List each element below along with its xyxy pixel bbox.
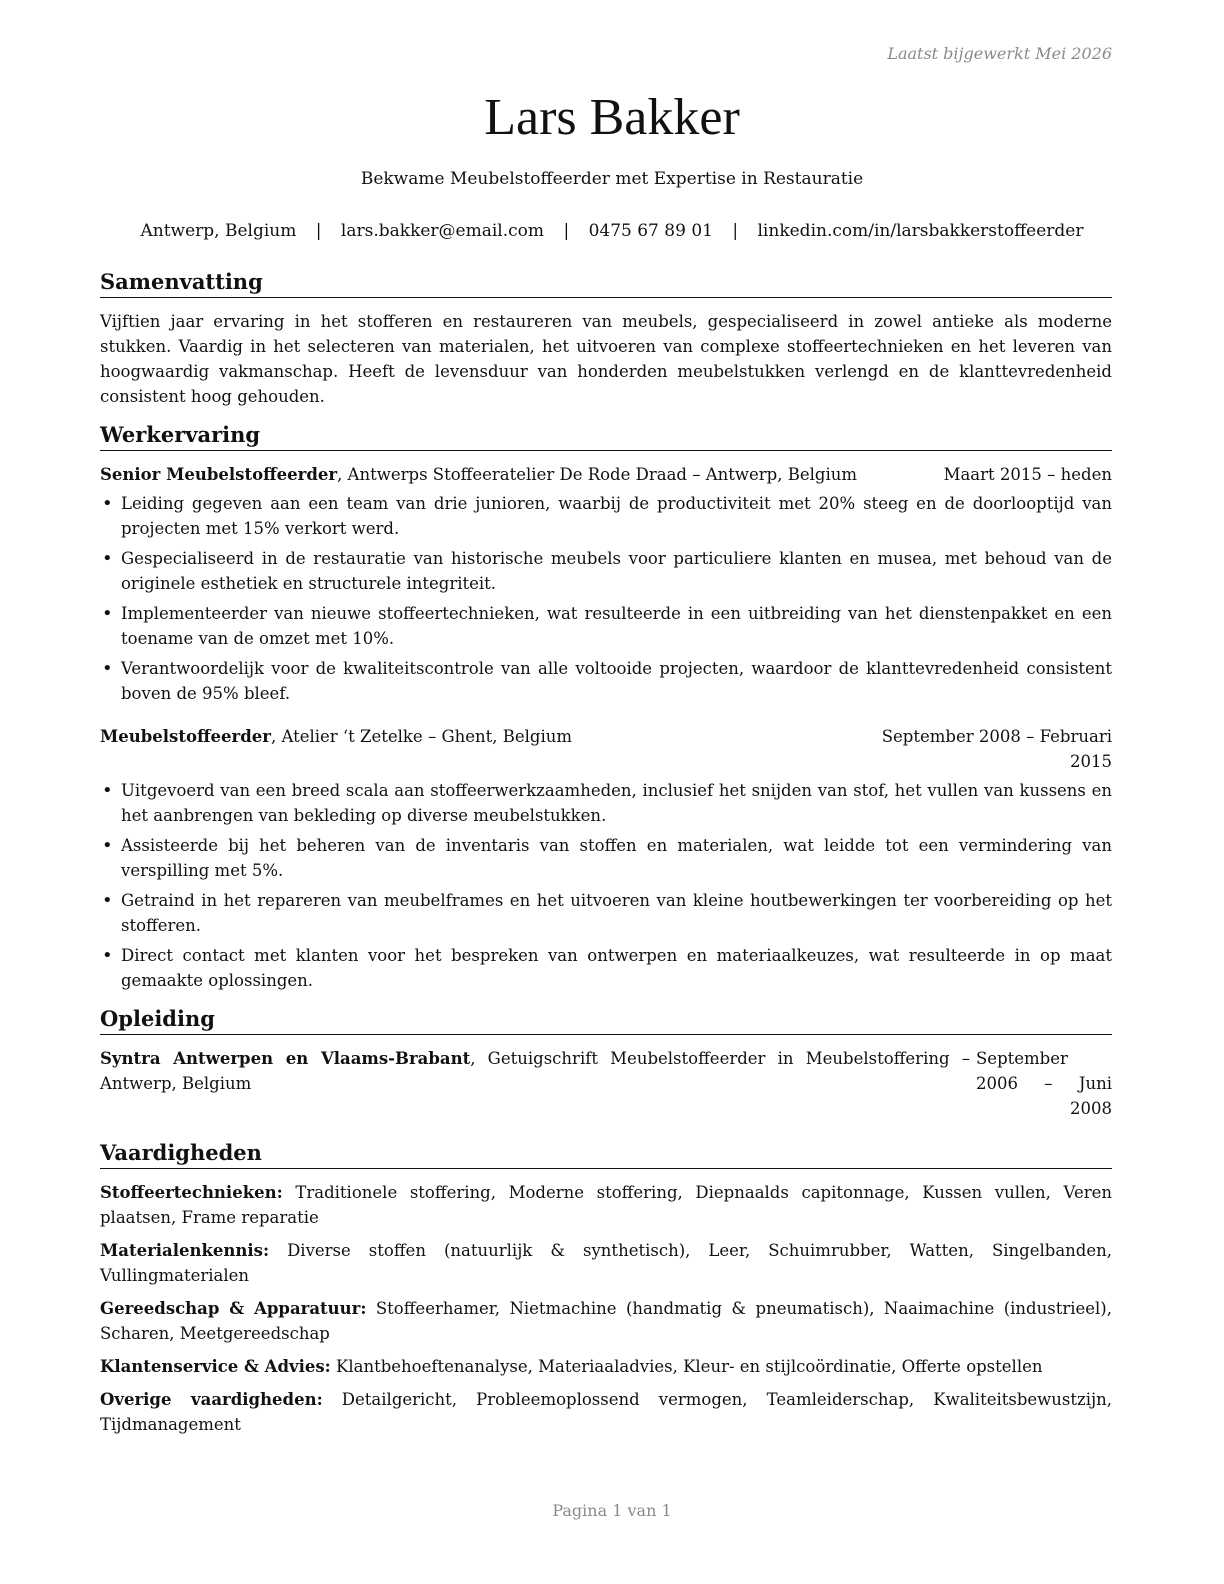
job-company: , Antwerps Stoffeeratelier De Rode Draad – Antwerp, Belgium — [337, 465, 858, 484]
education-school: Syntra Antwerpen en Vlaams-Brabant — [100, 1049, 471, 1068]
skill-label: Gereedschap & Apparatuur: — [100, 1299, 367, 1318]
section-title: Opleiding — [100, 1005, 1112, 1035]
job-bullets — [100, 491, 1112, 706]
summary-section — [100, 268, 1112, 409]
job-entry — [100, 724, 1112, 993]
list-item: • Implementeerder van nieuwe stoffeertechnieken, wat resulteerde in een uitbreiding van het dienstenpakket en een toename van de omzet met 10%. — [100, 601, 1112, 651]
skill-row — [100, 1180, 1112, 1230]
job-role: Meubelstoffeerder — [100, 727, 271, 746]
last-updated: Laatst bijgewerkt Mei 2026 — [887, 44, 1112, 63]
resume-content — [100, 268, 1112, 1449]
job-bullets — [100, 778, 1112, 993]
list-item: • Direct contact met klanten voor het bespreken van ontwerpen en materiaalkeuzes, wat resulteerde in op maat gemaakte oplossingen. — [100, 943, 1112, 993]
job-company: , Atelier ‘t Zetelke – Ghent, Belgium — [270, 727, 573, 746]
list-item: • Gespecialiseerd in de restauratie van historische meubels voor particuliere klanten en musea, met behoud van de originele esthetiek en structurele integriteit. — [100, 546, 1112, 596]
education-section — [100, 1005, 1112, 1121]
skill-label: Materialenkennis: — [100, 1241, 270, 1260]
skill-row — [100, 1354, 1112, 1379]
education-entry — [100, 1046, 1112, 1121]
job-title-line — [100, 724, 856, 749]
job-entry — [100, 462, 1112, 706]
skill-label: Klantenservice & Advies: — [100, 1357, 331, 1376]
contact-linkedin[interactable]: linkedin.com/in/larsbakkerstoffeerder — [757, 221, 1084, 241]
list-item: • Verantwoordelijk voor de kwaliteitscontrole van alle voltooide projecten, waardoor de klanttevredenheid consistent boven de 95% bleef. — [100, 656, 1112, 706]
skill-label: Stoffeertechnieken: — [100, 1183, 283, 1202]
education-dates: September 2006 – Juni 2008 — [976, 1049, 1112, 1118]
contact-location: Antwerp, Belgium — [140, 221, 297, 241]
section-title: Werkervaring — [100, 421, 1112, 451]
skill-value: Klantbehoeftenanalyse, Materiaaladvies, Kleur- en stijlcoördinatie, Offerte opstellen — [336, 1357, 1043, 1376]
list-item: • Leiding gegeven aan een team van drie junioren, waarbij de productiviteit met 20% steeg en de doorlooptijd van projecten met 15% verkort werd. — [100, 491, 1112, 541]
job-header — [100, 724, 1112, 774]
list-item: • Getraind in het repareren van meubelframes en het uitvoeren van kleine houtbewerkingen ter voorbereiding op het stofferen. — [100, 888, 1112, 938]
contact-separator: | — [563, 221, 570, 241]
list-item: • Assisteerde bij het beheren van de inventaris van stoffen en materialen, wat leidde tot een vermindering van verspilling met 5%. — [100, 833, 1112, 883]
skill-value: Detailgericht, Probleemoplossend vermogen, Teamleiderschap, Kwaliteitsbewustzijn, Tijdmanagement — [100, 1390, 1112, 1434]
skill-row — [100, 1387, 1112, 1437]
experience-section — [100, 421, 1112, 993]
contact-separator: | — [732, 221, 739, 241]
person-name: Lars Bakker — [484, 89, 740, 146]
skill-value: Stoffeerhamer, Nietmachine (handmatig & pneumatisch), Naaimachine (industrieel), Scharen, Meetgereedschap — [100, 1299, 1112, 1343]
job-dates: Maart 2015 – heden — [943, 465, 1112, 484]
page-number: Pagina 1 van 1 — [552, 1501, 672, 1520]
skill-value: Traditionele stoffering, Moderne stoffering, Diepnaalds capitonnage, Kussen vullen, Veren plaatsen, Frame reparatie — [100, 1183, 1113, 1227]
contact-line — [0, 219, 1224, 243]
summary-text: Vijftien jaar ervaring in het stofferen en restaureren van meubels, gespecialiseerd in zowel antieke als moderne stukken. Vaardig in het selecteren van materialen, het uitvoeren van complexe stoffeertechnieken en het leveren van hoogwaardig vakmanschap. Heeft de levensduur van honderden meubelstukken verlengd en de klanttevredenheid consistent hoog gehouden. — [100, 312, 1112, 406]
job-role: Senior Meubelstoffeerder — [100, 465, 338, 484]
education-line — [100, 1046, 970, 1096]
job-dates: September 2008 – Februari 2015 — [881, 727, 1112, 771]
contact-email[interactable]: lars.bakker@email.com — [340, 221, 545, 241]
section-title: Samenvatting — [100, 268, 1112, 298]
job-title-line — [100, 462, 928, 487]
skill-row — [100, 1296, 1112, 1346]
contact-phone: 0475 67 89 01 — [588, 221, 713, 241]
skill-row — [100, 1238, 1112, 1288]
list-item: • Uitgevoerd van een breed scala aan stoffeerwerkzaamheden, inclusief het snijden van stof, het vullen van kussens en het aanbrengen van bekleding op diverse meubelstukken. — [100, 778, 1112, 828]
skill-label: Overige vaardigheden: — [100, 1390, 323, 1409]
tagline: Bekwame Meubelstoffeerder met Expertise in Restauratie — [360, 169, 864, 189]
contact-separator: | — [315, 221, 322, 241]
skills-section — [100, 1139, 1112, 1437]
section-title: Vaardigheden — [100, 1139, 1112, 1169]
skill-value: Diverse stoffen (natuurlijk & synthetisch), Leer, Schuimrubber, Watten, Singelbanden, Vullingmaterialen — [100, 1241, 1112, 1285]
job-header — [100, 462, 1112, 487]
education-detail: , Getuigschrift Meubelstoffeerder in Meubelstoffering – Antwerp, Belgium — [100, 1049, 970, 1093]
